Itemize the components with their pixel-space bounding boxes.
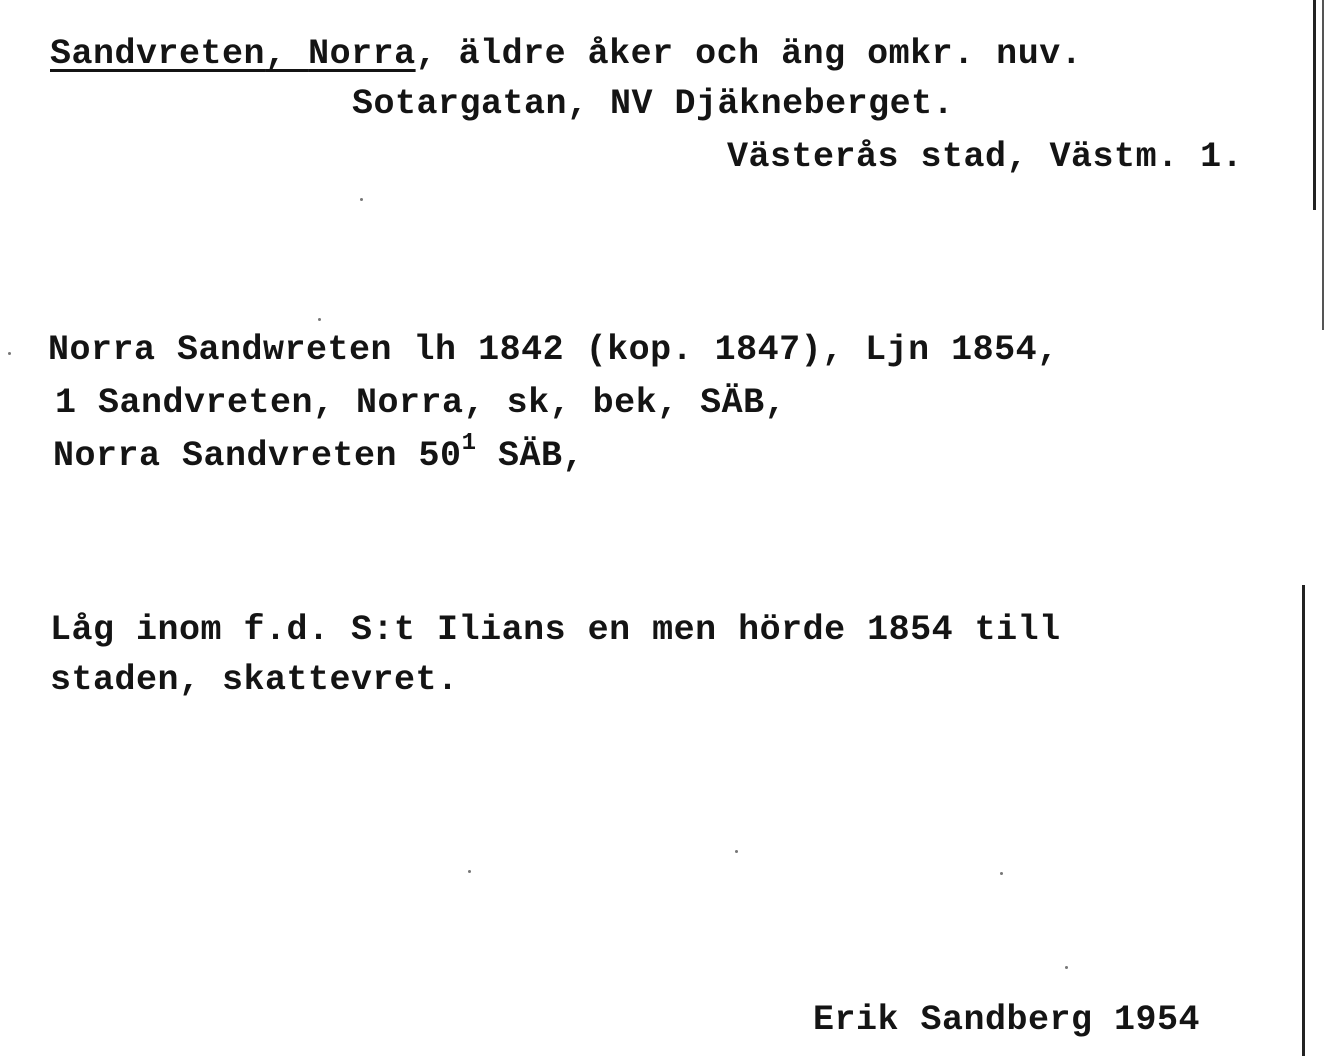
heading-name-part2: Norra — [308, 34, 416, 74]
scan-speck — [1065, 966, 1068, 969]
source-line-3 — [53, 430, 585, 480]
scan-speck — [8, 352, 11, 355]
scan-speck — [318, 318, 321, 321]
heading-line-2: Sotargatan, NV Djäkneberget. — [352, 84, 955, 124]
heading-name-part1: Sandvreten — [50, 34, 266, 74]
signature: Erik Sandberg 1954 — [813, 1000, 1201, 1040]
scan-speck — [735, 850, 738, 853]
heading-description: , äldre åker och äng omkr. nuv. — [415, 34, 1083, 74]
card-edge-line — [1313, 0, 1316, 210]
heading-line-3: Västerås stad, Västm. 1. — [727, 137, 1244, 177]
heading-line-1 — [50, 34, 1082, 74]
scan-speck — [468, 870, 471, 873]
card-edge-line — [1322, 0, 1324, 330]
heading-separator: , — [265, 34, 309, 74]
note-line-2: staden, skattevret. — [50, 660, 459, 700]
source-line-3-superscript: 1 — [461, 430, 477, 457]
source-line-2: 1 Sandvreten, Norra, sk, bek, SÄB, — [55, 383, 787, 423]
scan-speck — [360, 198, 363, 201]
card-edge-line — [1302, 585, 1305, 1056]
note-line-1: Låg inom f.d. S:t Ilians en men hörde 1854 till — [50, 610, 1061, 650]
source-line-3-main: Norra Sandvreten 50 — [53, 436, 462, 476]
source-line-3-tail: SÄB, — [476, 436, 585, 476]
scan-speck — [1000, 872, 1003, 875]
source-line-1: Norra Sandwreten lh 1842 (kop. 1847), Ljn 1854, — [48, 330, 1059, 370]
